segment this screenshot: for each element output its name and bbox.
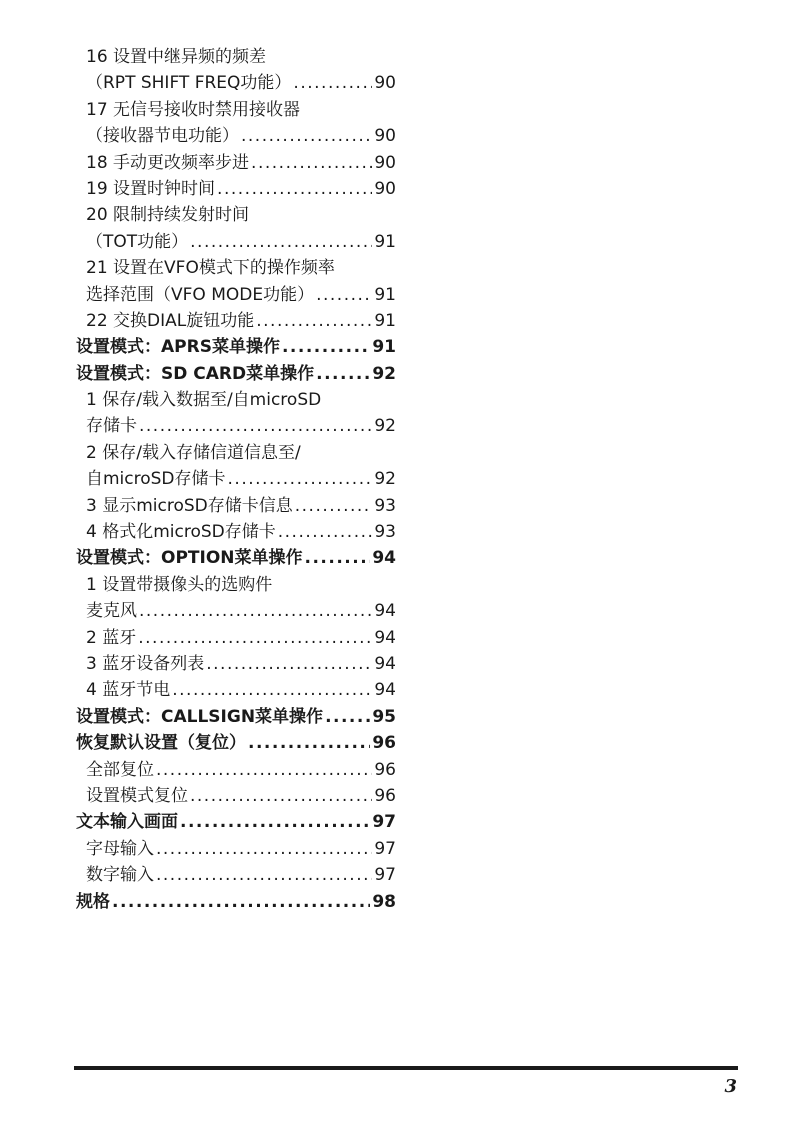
dot-leader — [241, 123, 372, 149]
footer-divider — [74, 1066, 738, 1070]
dot-leader — [316, 361, 370, 387]
toc-entry[interactable] — [76, 282, 396, 308]
toc-entry[interactable] — [76, 625, 396, 651]
toc-entry-page: 92 — [372, 363, 396, 384]
toc-entry-page: 95 — [372, 706, 396, 727]
toc-entry[interactable] — [76, 308, 396, 334]
toc-entry[interactable] — [76, 677, 396, 703]
toc-section-heading[interactable] — [76, 334, 396, 360]
toc-entry-label: 1 设置带摄像头的选购件 — [86, 574, 273, 595]
toc-entry-page: 97 — [374, 838, 396, 859]
toc-entry-label: 设置模式：SD CARD菜单操作 — [76, 363, 315, 384]
toc-entry-label: 设置模式：CALLSIGN菜单操作 — [76, 706, 324, 727]
dot-leader — [139, 598, 372, 624]
toc-entry-label: 恢复默认设置（复位） — [76, 733, 246, 754]
toc-entry-page: 94 — [372, 548, 396, 569]
toc-entry-label: 16 设置中继异频的频差 — [86, 47, 267, 67]
dot-leader — [256, 308, 372, 334]
dot-leader — [190, 783, 372, 809]
dot-leader — [316, 282, 372, 308]
toc-entry-label: （TOT功能） — [86, 231, 189, 252]
toc-entry-page: 91 — [372, 337, 396, 358]
toc-entry-label: 4 蓝牙节电 — [86, 680, 171, 701]
toc-section-heading[interactable] — [76, 730, 396, 756]
toc-entry[interactable] — [76, 598, 396, 624]
toc-entry[interactable] — [76, 651, 396, 677]
toc-entry-label: 选择范围（VFO MODE功能） — [86, 284, 315, 305]
toc-section-heading[interactable] — [76, 809, 396, 835]
dot-leader — [180, 809, 370, 835]
toc-entry-page: 92 — [374, 469, 396, 490]
toc-entry[interactable] — [76, 44, 396, 70]
toc-entry-page: 93 — [374, 495, 396, 516]
toc-entry[interactable] — [76, 387, 396, 413]
toc-section-heading[interactable] — [76, 545, 396, 571]
toc-entry-label: 19 设置时钟时间 — [86, 178, 216, 199]
toc-entry-label: 设置模式：OPTION菜单操作 — [76, 548, 303, 569]
toc-entry-page: 94 — [374, 680, 396, 701]
toc-entry[interactable] — [76, 176, 396, 202]
dot-leader — [156, 862, 372, 888]
toc-entry-page: 90 — [374, 178, 396, 199]
toc-entry[interactable] — [76, 836, 396, 862]
toc-entry-label: 22 交换DIAL旋钮功能 — [86, 310, 255, 331]
toc-entry-label: 3 蓝牙设备列表 — [86, 653, 205, 674]
toc-entry-page: 96 — [372, 733, 396, 754]
dot-leader — [248, 730, 370, 756]
dot-leader — [206, 651, 372, 677]
dot-leader — [139, 413, 372, 439]
table-of-contents — [76, 44, 396, 915]
toc-entry-page: 90 — [374, 126, 396, 147]
dot-leader — [190, 229, 372, 255]
toc-entry-label: 2 蓝牙 — [86, 627, 137, 648]
toc-entry-label: 18 手动更改频率步进 — [86, 152, 250, 173]
toc-entry[interactable] — [76, 862, 396, 888]
page-number: 3 — [724, 1076, 737, 1097]
toc-entry-page: 97 — [372, 812, 396, 833]
toc-entry-label: （接收器节电功能） — [86, 126, 239, 147]
toc-entry-page: 96 — [374, 759, 396, 780]
toc-entry-page: 91 — [374, 231, 396, 252]
toc-entry-page: 94 — [374, 653, 396, 674]
toc-section-heading[interactable] — [76, 889, 396, 915]
dot-leader — [295, 493, 373, 519]
toc-entry-label: 1 保存/载入数据至/自microSD — [86, 390, 322, 411]
toc-entry-label: 17 无信号接收时禁用接收器 — [86, 99, 301, 120]
dot-leader — [293, 70, 372, 96]
toc-entry-label: 4 格式化microSD存储卡 — [86, 522, 276, 543]
toc-entry[interactable] — [76, 150, 396, 176]
toc-entry-label: 麦克风 — [86, 601, 137, 622]
toc-entry-page: 93 — [374, 522, 396, 543]
toc-entry[interactable] — [76, 783, 396, 809]
toc-entry-page: 92 — [374, 416, 396, 437]
toc-entry-page: 94 — [374, 601, 396, 622]
toc-entry-page: 91 — [374, 310, 396, 331]
dot-leader — [156, 836, 372, 862]
toc-entry[interactable] — [76, 70, 396, 96]
toc-entry-page: 90 — [374, 73, 396, 94]
toc-entry-page: 94 — [374, 627, 396, 648]
toc-entry-page: 90 — [374, 152, 396, 173]
toc-entry-label: 全部复位 — [86, 759, 154, 780]
toc-entry-label: 字母输入 — [86, 838, 154, 859]
toc-entry-label: 存储卡 — [86, 416, 137, 437]
toc-entry-label: 2 保存/载入存储信道信息至/ — [86, 442, 301, 463]
toc-entry[interactable] — [76, 466, 396, 492]
dot-leader — [156, 757, 372, 783]
toc-entry-page: 91 — [374, 284, 396, 305]
toc-entry-label: 20 限制持续发射时间 — [86, 205, 250, 226]
toc-entry[interactable] — [76, 519, 396, 545]
dot-leader — [138, 625, 372, 651]
toc-entry-page: 96 — [374, 785, 396, 806]
toc-entry[interactable] — [76, 757, 396, 783]
dot-leader — [325, 704, 370, 730]
toc-section-heading[interactable] — [76, 361, 396, 387]
toc-entry[interactable] — [76, 123, 396, 149]
toc-entry[interactable] — [76, 440, 396, 466]
toc-entry[interactable] — [76, 413, 396, 439]
dot-leader — [228, 466, 373, 492]
toc-section-heading[interactable] — [76, 704, 396, 730]
toc-entry-label: 规格 — [76, 891, 110, 912]
dot-leader — [172, 677, 372, 703]
toc-entry-label: 设置模式复位 — [86, 785, 188, 806]
dot-leader — [251, 150, 372, 176]
toc-entry[interactable] — [76, 229, 396, 255]
toc-entry-label: 21 设置在VFO模式下的操作频率 — [86, 258, 335, 279]
dot-leader — [217, 176, 372, 202]
toc-entry[interactable] — [76, 572, 396, 598]
toc-entry-label: 自microSD存储卡 — [86, 469, 226, 490]
toc-entry-label: （RPT SHIFT FREQ功能） — [86, 73, 292, 94]
toc-entry[interactable] — [76, 97, 396, 123]
toc-entry-label: 3 显示microSD存储卡信息 — [86, 495, 293, 516]
dot-leader — [282, 334, 370, 360]
toc-entry[interactable] — [76, 493, 396, 519]
toc-entry-page: 98 — [372, 891, 396, 912]
toc-entry-page: 97 — [374, 865, 396, 886]
dot-leader — [112, 889, 370, 915]
toc-entry[interactable] — [76, 202, 396, 228]
dot-leader — [305, 545, 371, 571]
toc-entry-label: 设置模式：APRS菜单操作 — [76, 337, 280, 358]
toc-entry[interactable] — [76, 255, 396, 281]
dot-leader — [278, 519, 373, 545]
toc-entry-label: 文本输入画面 — [76, 812, 178, 833]
toc-entry-label: 数字输入 — [86, 865, 154, 886]
